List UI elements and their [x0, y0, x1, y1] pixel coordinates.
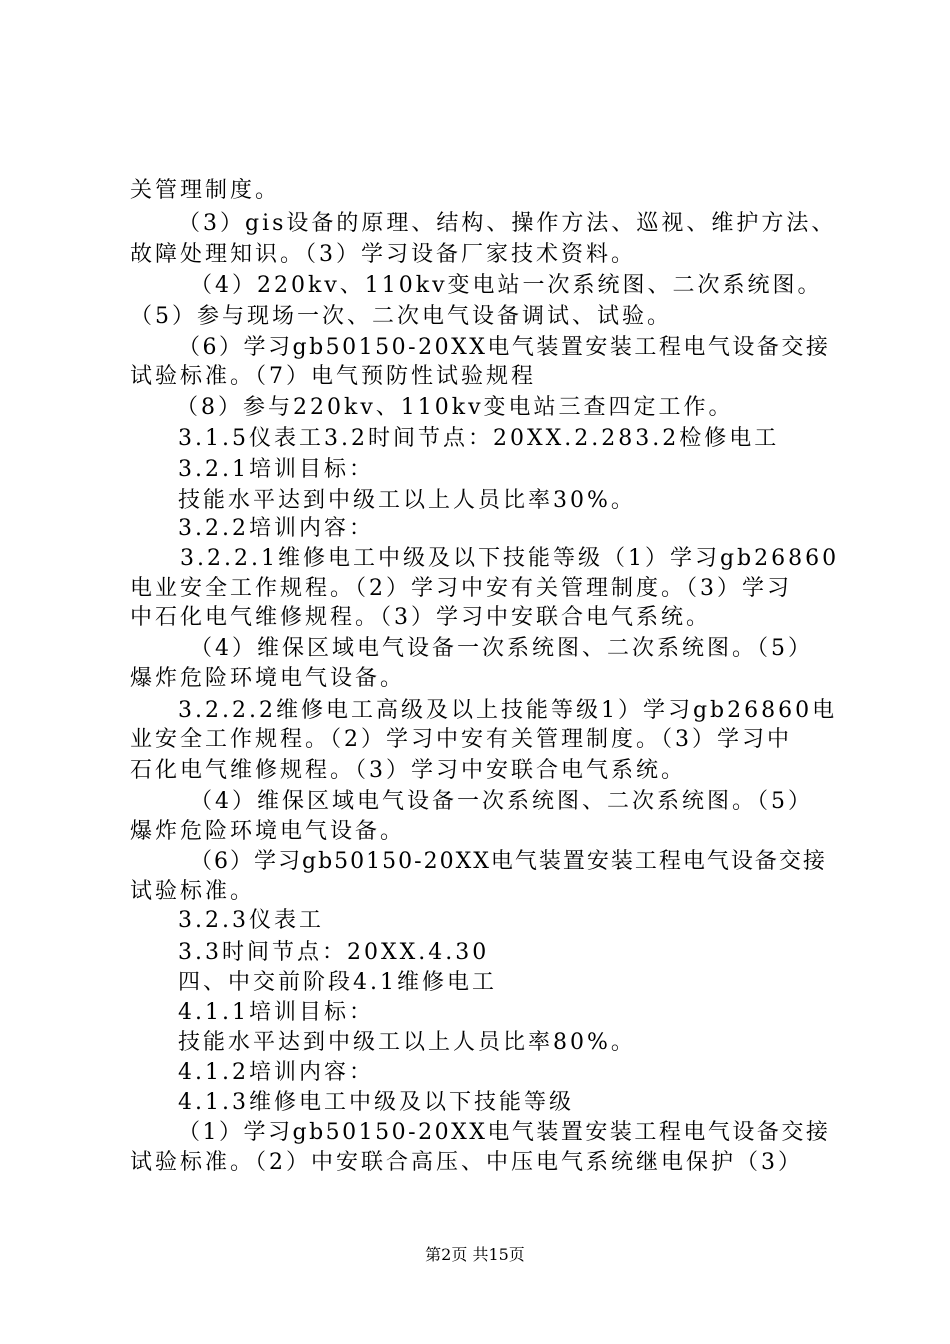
- text-line: 试验标准。（7）电气预防性试验规程: [130, 364, 536, 389]
- text-line: 技能水平达到中级工以上人员比率80%。: [178, 1030, 636, 1055]
- text-line: 中石化电气维修规程。（3）学习中安联合电气系统。: [130, 605, 711, 630]
- text-line: （1）学习gb50150-20XX电气装置安装工程电气设备交接: [178, 1120, 831, 1145]
- text-line: （6）学习gb50150-20XX电气装置安装工程电气设备交接: [178, 335, 831, 360]
- text-line: 3.2.1培训目标：: [178, 457, 374, 482]
- text-line: 爆炸危险环境电气设备。: [130, 666, 406, 691]
- text-line: （4）维保区域电气设备一次系统图、二次系统图。（5）: [190, 789, 813, 814]
- text-line: 试验标准。: [130, 879, 256, 904]
- text-line: 3.2.2培训内容：: [178, 516, 374, 541]
- text-line: （4）220kv、110kv变电站一次系统图、二次系统图。: [190, 273, 823, 298]
- text-line: 3.1.5仪表工3.2时间节点：20XX.2.283.2检修电工: [178, 426, 780, 451]
- text-line: 电业安全工作规程。（2）学习中安有关管理制度。（3）学习: [130, 576, 792, 601]
- text-line: 石化电气维修规程。（3）学习中安联合电气系统。: [130, 758, 686, 783]
- text-line: 爆炸危险环境电气设备。: [130, 819, 406, 844]
- text-line: 故障处理知识。（3）学习设备厂家技术资料。: [130, 242, 636, 267]
- text-line: 4.1.1培训目标：: [178, 1000, 374, 1025]
- text-line: 4.1.3维修电工中级及以下技能等级: [178, 1090, 574, 1115]
- text-line: 4.1.2培训内容：: [178, 1060, 374, 1085]
- text-line: （3）gis设备的原理、结构、操作方法、巡视、维护方法、: [178, 211, 837, 236]
- text-line: 业安全工作规程。（2）学习中安有关管理制度。（3）学习中: [130, 727, 792, 752]
- text-line: 3.3时间节点：20XX.4.30: [178, 940, 490, 965]
- text-line: 四、中交前阶段4.1维修电工: [178, 970, 497, 995]
- text-line: （4）维保区域电气设备一次系统图、二次系统图。（5）: [190, 636, 813, 661]
- text-line: 3.2.3仪表工: [178, 908, 324, 933]
- text-line: （8）参与220kv、110kv变电站三查四定工作。: [176, 395, 734, 420]
- text-line: 3.2.2.1维修电工中级及以下技能等级（1）学习gb26860: [180, 546, 840, 571]
- text-line: 关管理制度。: [130, 178, 281, 203]
- text-line: 技能水平达到中级工以上人员比率30%。: [178, 488, 636, 513]
- text-line: （5）参与现场一次、二次电气设备调试、试验。: [130, 304, 672, 329]
- page-footer: 第2页 共15页: [425, 1245, 525, 1264]
- text-line: （6）学习gb50150-20XX电气装置安装工程电气设备交接: [190, 849, 827, 874]
- text-line: 试验标准。（2）中安联合高压、中压电气系统继电保护（3）: [130, 1150, 803, 1175]
- text-line: 3.2.2.2维修电工高级及以上技能等级1）学习gb26860电: [178, 698, 838, 723]
